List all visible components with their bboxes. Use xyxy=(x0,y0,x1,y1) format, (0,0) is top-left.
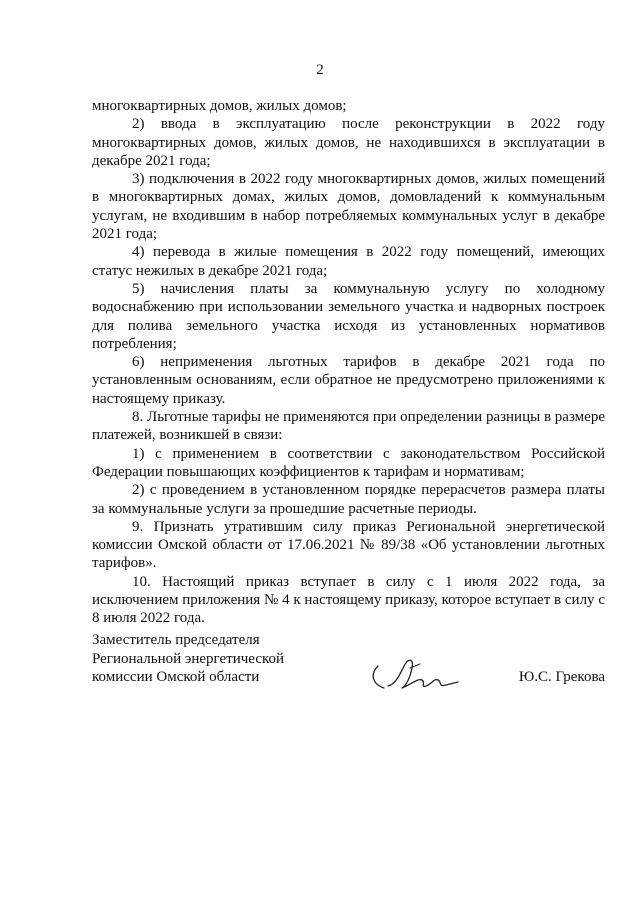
paragraph-item-5: 5) начисления платы за коммунальную услугу по холодному водоснабжению при использовании земельного участка и надворных построек для полива земельного участка исходя из установленных нормативов потребления; xyxy=(92,280,605,352)
paragraph-clause-8: 8. Льготные тарифы не применяются при определении разницы в размере платежей, возникшей в связи: xyxy=(92,409,605,444)
document-body xyxy=(92,97,605,628)
signatory-title xyxy=(92,631,284,687)
page-number: 2 xyxy=(316,62,324,78)
paragraph-item-2: 2) ввода в эксплуатацию после реконструкции в 2022 году многоквартирных домов, жилых домов, не находившихся в эксплуатации в декабре 2021 года; xyxy=(92,116,605,169)
paragraph-clause-10: 10. Настоящий приказ вступает в силу с 1 июля 2022 года, за исключением приложения № 4 к настоящему приказу, которое вступает в силу с 8 июля 2022 года. xyxy=(92,573,605,627)
paragraph-continuation: многоквартирных домов, жилых домов; xyxy=(92,98,347,114)
signatory-title-line: Региональной энергетической xyxy=(92,650,285,667)
paragraph-clause-9: 9. Признать утратившим силу приказ Региональной энергетической комиссии Омской области от 17.06.2021 № 89/38 «Об установлении льготных тарифов». xyxy=(92,518,605,572)
signatory-name: Ю.С. Грекова xyxy=(518,669,605,685)
paragraph-item-3: 3) подключения в 2022 году многоквартирных домов, жилых помещений в многоквартирных домах, жилых домов, домовладений к коммунальным услугам, не входившим в набор потребляемых коммунальных услуг в декабре 2021 года; xyxy=(92,171,605,243)
paragraph-clause-8-item-1: 1) с применением в соответствии с законодательством Российской Федерации повышающих коэффициентов к тарифам и нормативам; xyxy=(92,445,605,480)
signatory-title-line: Заместитель председателя xyxy=(92,632,260,648)
handwritten-signature xyxy=(368,654,463,694)
signature-block xyxy=(92,631,605,701)
paragraph-item-4: 4) перевода в жилые помещения в 2022 году помещений, имеющих статус нежилых в декабре 2021 года; xyxy=(92,244,605,279)
paragraph-item-6: 6) неприменения льготных тарифов в декабре 2021 года по установленным основаниям, если обратное не предусмотрено приложениями к настоящему приказу. xyxy=(92,354,605,407)
paragraph-clause-8-item-2: 2) с проведением в установленном порядке перерасчетов размера платы за коммунальные услуги за прошедшие расчетные периоды. xyxy=(92,482,605,517)
signatory-title-line: комиссии Омской области xyxy=(92,669,260,685)
